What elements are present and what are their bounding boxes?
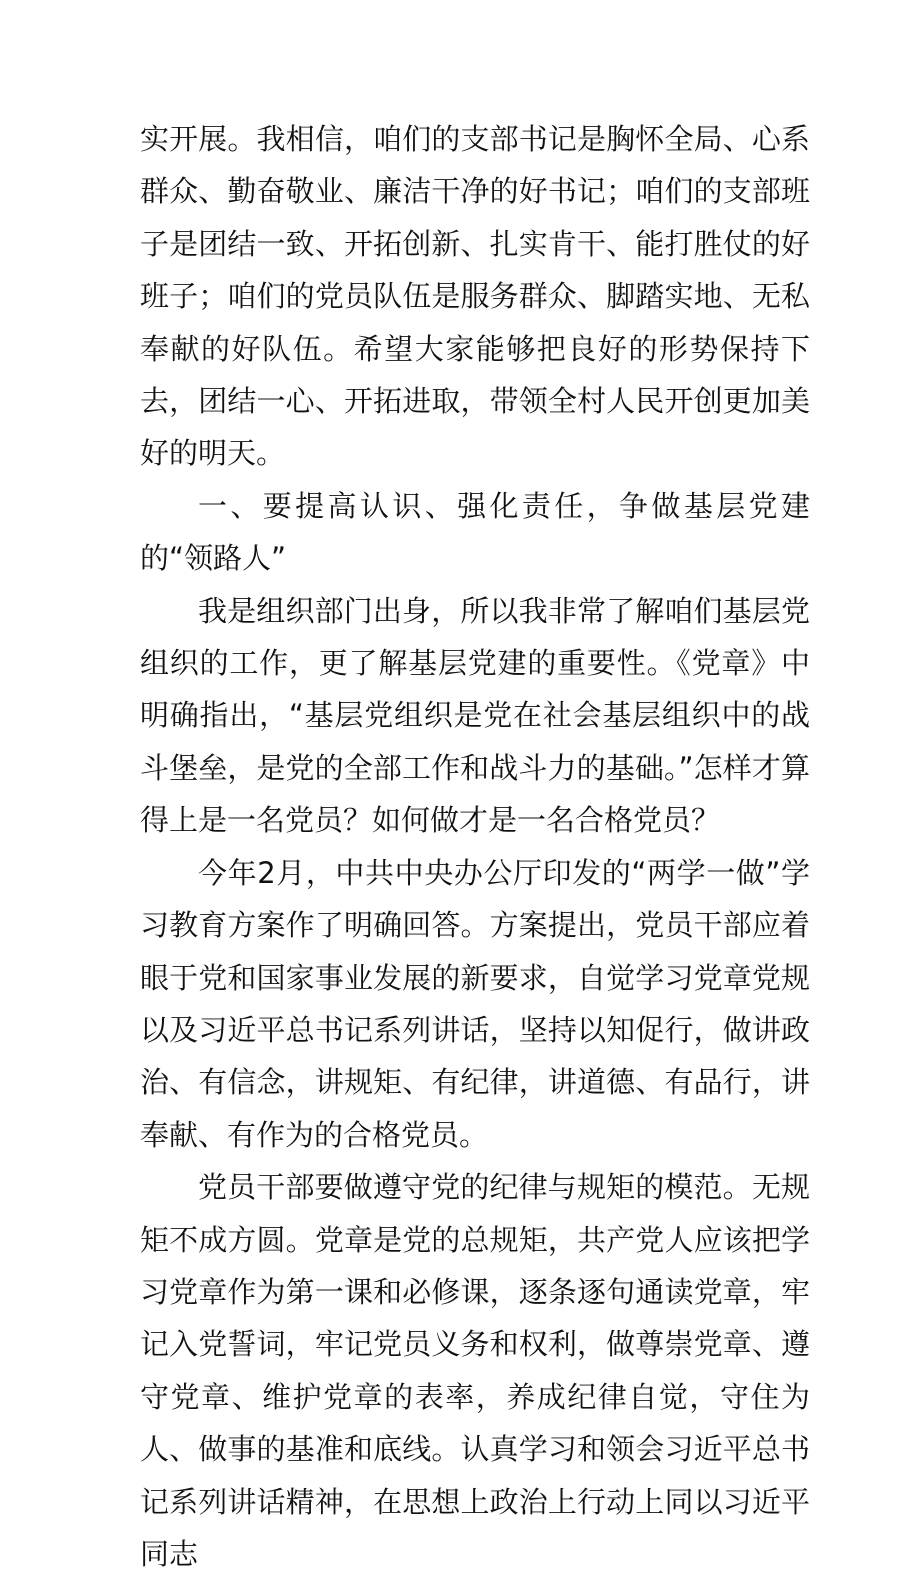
paragraph-february: 今年2月，中共中央办公厅印发的“两学一做”学习教育方案作了明确回答。方案提出，党员干部应着眼于党和国家事业发展的新要求，自觉学习党章党规以及习近平总书记系列讲话，坚持以知促行，做讲政治、有信念，讲规矩、有纪律，讲道德、有品行，讲奉献、有作为的合格党员。 xyxy=(140,855,810,1152)
paragraph-continuation: 实开展。我相信，咱们的支部书记是胸怀全局、心系群众、勤奋敬业、廉洁干净的好书记；咱们的支部班子是团结一致、开拓创新、扎实肯干、能打胜仗的好班子；咱们的党员队伍是服务群众、脚踏实地、无私奉献的好队伍。希望大家能够把良好的形势保持下去，团结一心、开拓进取，带领全村人民开创更加美好的明天。 xyxy=(140,122,810,471)
paragraph-discipline: 党员干部要做遵守党的纪律与规矩的模范。无规矩不成方圆。党章是党的总规矩，共产党人应该把学习党章作为第一课和必修课，逐条逐句通读党章，牢记入党誓词，牢记党员义务和权利，做尊崇党章、遵守党章、维护党章的表率，养成纪律自觉，守住为人、做事的基准和底线。认真学习和领会习近平总书记系列讲话精神，在思想上政治上行动上同以习近平同志 xyxy=(140,1170,810,1571)
section-heading: 一、要提高认识、强化责任，争做基层党建的“领路人” xyxy=(140,488,810,576)
document-body xyxy=(140,113,810,1580)
paragraph-organization: 我是组织部门出身，所以我非常了解咱们基层党组织的工作，更了解基层党建的重要性。《党章》中明确指出，“基层党组织是党在社会基层组织中的战斗堡垒，是党的全部工作和战斗力的基础。”怎样才算得上是一名党员？如何做才是一名合格党员？ xyxy=(140,593,810,838)
